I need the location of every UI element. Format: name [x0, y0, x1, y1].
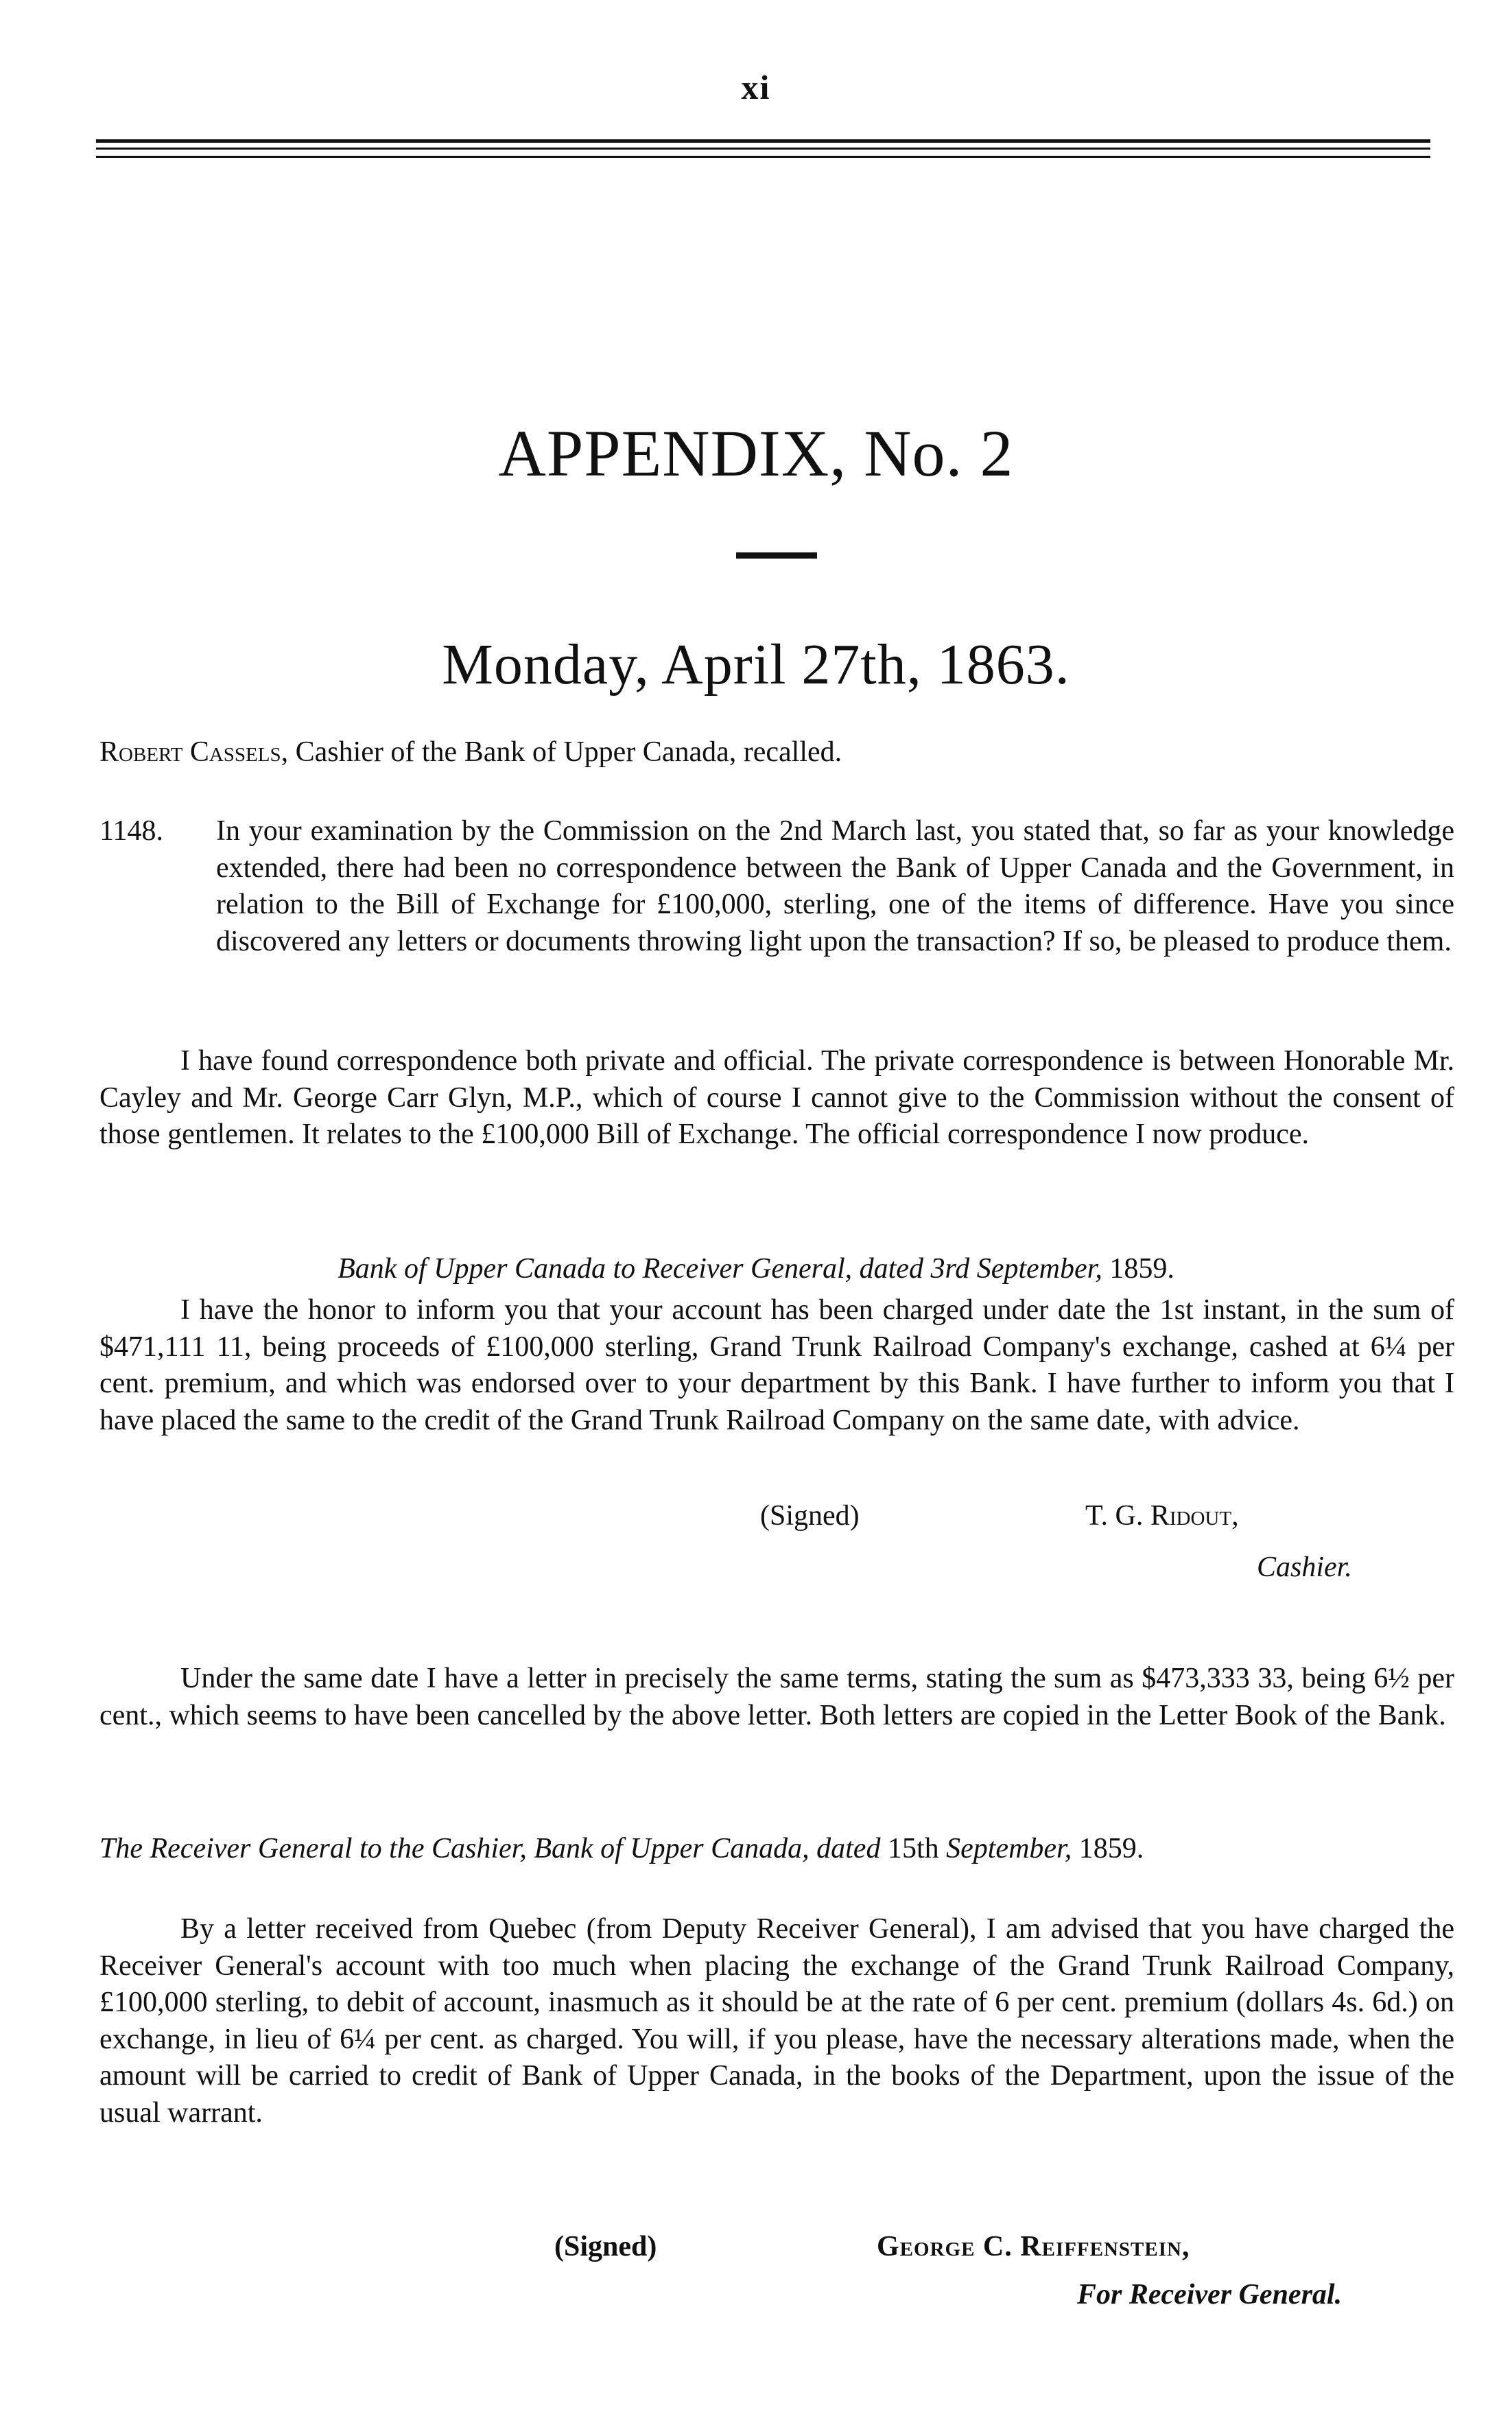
letter1-signed-label: (Signed) — [760, 1500, 860, 1532]
question-text: In your examination by the Commission on the 2nd March last, you stated that, so far as your knowledge extended, there had been no correspondence between the Bank of Upper Canada and the Government, in relation to the Bill of Exchange for £100,000, sterling, one of the items of difference. Have you since discovered any letters or documents throwing light upon the transaction? If so, be pleased to produce them. — [216, 815, 1454, 957]
letter1-signer-title: Cashier. — [1257, 1552, 1352, 1583]
question-number: 1148. — [99, 815, 163, 847]
letter1-heading — [0, 1252, 1512, 1285]
letter2-heading — [99, 1832, 1454, 1865]
header-rule — [96, 139, 1430, 160]
page-number: xi — [741, 68, 771, 106]
letter2-heading-text: The Receiver General to the Cashier, Bank of Upper Canada, dated — [99, 1833, 881, 1864]
answer-paragraph: I have found correspondence both private and official. The private correspondence is between Honorable Mr. Cayley and Mr. George Carr Glyn, M.P., which of course I cannot give to the Commission without the consent of those gentlemen. It relates to the £100,000 Bill of Exchange. The official correspondence I now produce. — [99, 1045, 1454, 1150]
letter1-signer-name: T. G. Ridout, — [1085, 1500, 1239, 1532]
witness-description: , Cashier of the Bank of Upper Canada, recalled. — [281, 736, 842, 768]
letter1-heading-text: Bank of Upper Canada to Receiver General, dated 3rd September, — [338, 1253, 1102, 1285]
letter2-heading-date: 15th — [880, 1833, 947, 1864]
date-heading: Monday, April 27th, 1863. — [442, 633, 1070, 697]
letter1-heading-year: 1859. — [1102, 1253, 1174, 1285]
letter2-heading-year: 1859. — [1072, 1833, 1144, 1864]
letter2-signer-title: For Receiver General. — [1077, 2279, 1343, 2310]
letter1-body: I have the honor to inform you that your account has been charged under date the 1st instant, in the sum of $471,111 11, being proceeds of £100,000 sterling, Grand Trunk Railroad Company's exchange, cashed at 6¼ per cent. premium, and which was endorsed over to your department by this Bank. I have further to inform you that I have placed the same to the credit of the Grand Trunk Railroad Company on the same date, with advice. — [99, 1294, 1454, 1436]
letter2-heading-month: September, — [946, 1833, 1072, 1864]
appendix-title: APPENDIX, No. 2 — [498, 417, 1014, 490]
witness-line — [99, 734, 1454, 771]
title-rule — [736, 552, 817, 559]
letter2-signed-label: (Signed) — [554, 2231, 657, 2262]
letter2-body: By a letter received from Quebec (from Deputy Receiver General), I am advised that you have charged the Receiver General's account with too much when placing the exchange of the Grand Trunk Railroad Company, £100,000 sterling, to debit of account, inasmuch as it should be at the rate of 6 per cent. premium (dollars 4s. 6d.) on exchange, in lieu of 6¼ per cent. as charged. You will, if you please, have the necessary alterations made, when the amount will be carried to credit of Bank of Upper Canada, in the books of the Department, upon the issue of the usual warrant. — [99, 1913, 1454, 2129]
note-paragraph: Under the same date I have a letter in precisely the same terms, stating the sum as $473,333 33, being 6½ per cent., which seems to have been cancelled by the above letter. Both letters are copied in the Letter Book of the Bank. — [99, 1663, 1454, 1731]
witness-name: Robert Cassels — [99, 736, 281, 768]
letter2-signer-name: George C. Reiffenstein, — [877, 2231, 1190, 2262]
